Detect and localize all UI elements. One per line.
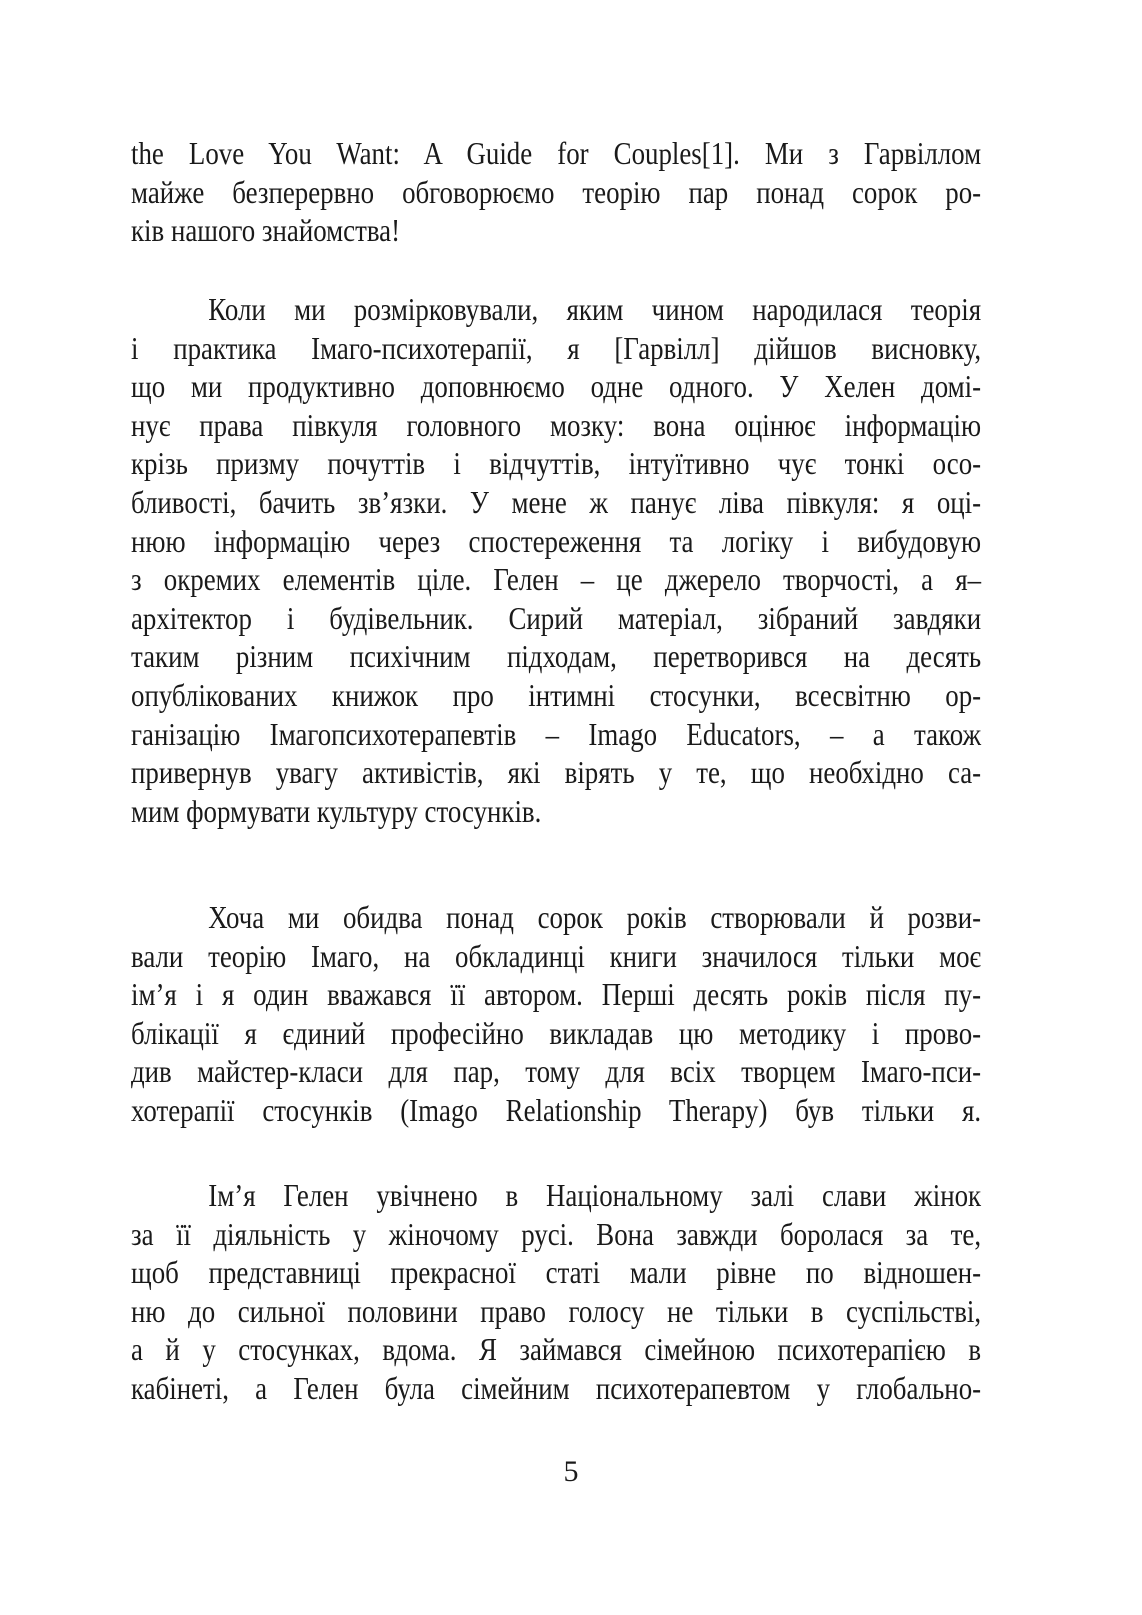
text-line: ню до сильної половини право голосу не тільки в суспільстві, (131, 1292, 982, 1329)
text-line: опублікованих книжок про інтимні стосунки, всесвітню ор- (131, 676, 982, 713)
text-line: що ми продуктивно доповнюємо одне одного. У Хелен домі- (131, 368, 982, 405)
text-line: бливості, бачить зв’язки. У мене ж панує ліва півкуля: я оці- (131, 483, 982, 520)
text-line: крізь призму почуттів і відчуттів, інтуїтивно чує тонкі осо- (131, 445, 982, 482)
text-line: архітектор і будівельник. Сирий матеріал, зібраний завдяки (131, 599, 982, 636)
paragraph (131, 1176, 981, 1408)
text-line: the Love You Want: A Guide for Couples[1]. Ми з Гарвіллом (131, 135, 982, 171)
text-line: кабінеті, а Гелен була сімейним психотерапевтом у глобально- (131, 1369, 982, 1406)
text-line: ім’я і я один вважався її автором. Перші десять років після пу- (131, 976, 982, 1013)
text-line: вали теорію Імаго, на обкладинці книги значилося тільки моє (131, 937, 982, 974)
text-line: щоб представниці прекрасної статі мали рівне по відношен- (131, 1254, 982, 1291)
text-line: а й у стосунках, вдома. Я займався сімейною психотерапією в (131, 1331, 982, 1368)
text-line: за її діяльність у жіночому русі. Вона завжди боролася за те, (131, 1215, 982, 1252)
paragraph (131, 290, 981, 830)
text-line: Коли ми розмірковували, яким чином народилася теорія (208, 291, 982, 327)
text-line: блікації я єдиний професійно викладав цю методику і прово- (131, 1014, 982, 1051)
text-line: нує права півкуля головного мозку: вона оцінює інформацію (131, 406, 982, 443)
text-line: таким різним психічним підходам, перетворився на десять (131, 638, 982, 675)
paragraph (131, 898, 981, 1130)
paragraph (131, 134, 981, 250)
text-line: Ім’я Гелен увічнено в Національному залі слави жінок (208, 1177, 982, 1213)
text-line: майже безперервно обговорюємо теорію пар понад сорок ро- (131, 173, 982, 210)
text-line: привернув увагу активістів, які вірять у те, що необхідно са- (131, 754, 982, 791)
text-line: хотерапії стосунків (Imago Relationship Therapy) був тільки я. (131, 1091, 982, 1128)
text-line: з окремих елементів ціле. Гелен – це джерело творчості, а я– (131, 561, 982, 598)
text-line: ганізацію Імагопсихотерапевтів – Imago Educators, – а також (131, 715, 982, 752)
text-line: і практика Імаго-психотерапії, я [Гарвілл] дійшов висновку, (131, 329, 982, 366)
text-line: мим формувати культуру стосунків. (131, 792, 542, 829)
text-line: нюю інформацію через спостереження та логіку і вибудовую (131, 522, 982, 559)
text-line: див майстер-класи для пар, тому для всіх творцем Імаго-пси- (131, 1053, 982, 1090)
text-line: Хоча ми обидва понад сорок років створювали й розви- (208, 899, 982, 935)
text-line: ків нашого знайомства! (131, 212, 401, 249)
page-number: 5 (563, 1455, 579, 1488)
